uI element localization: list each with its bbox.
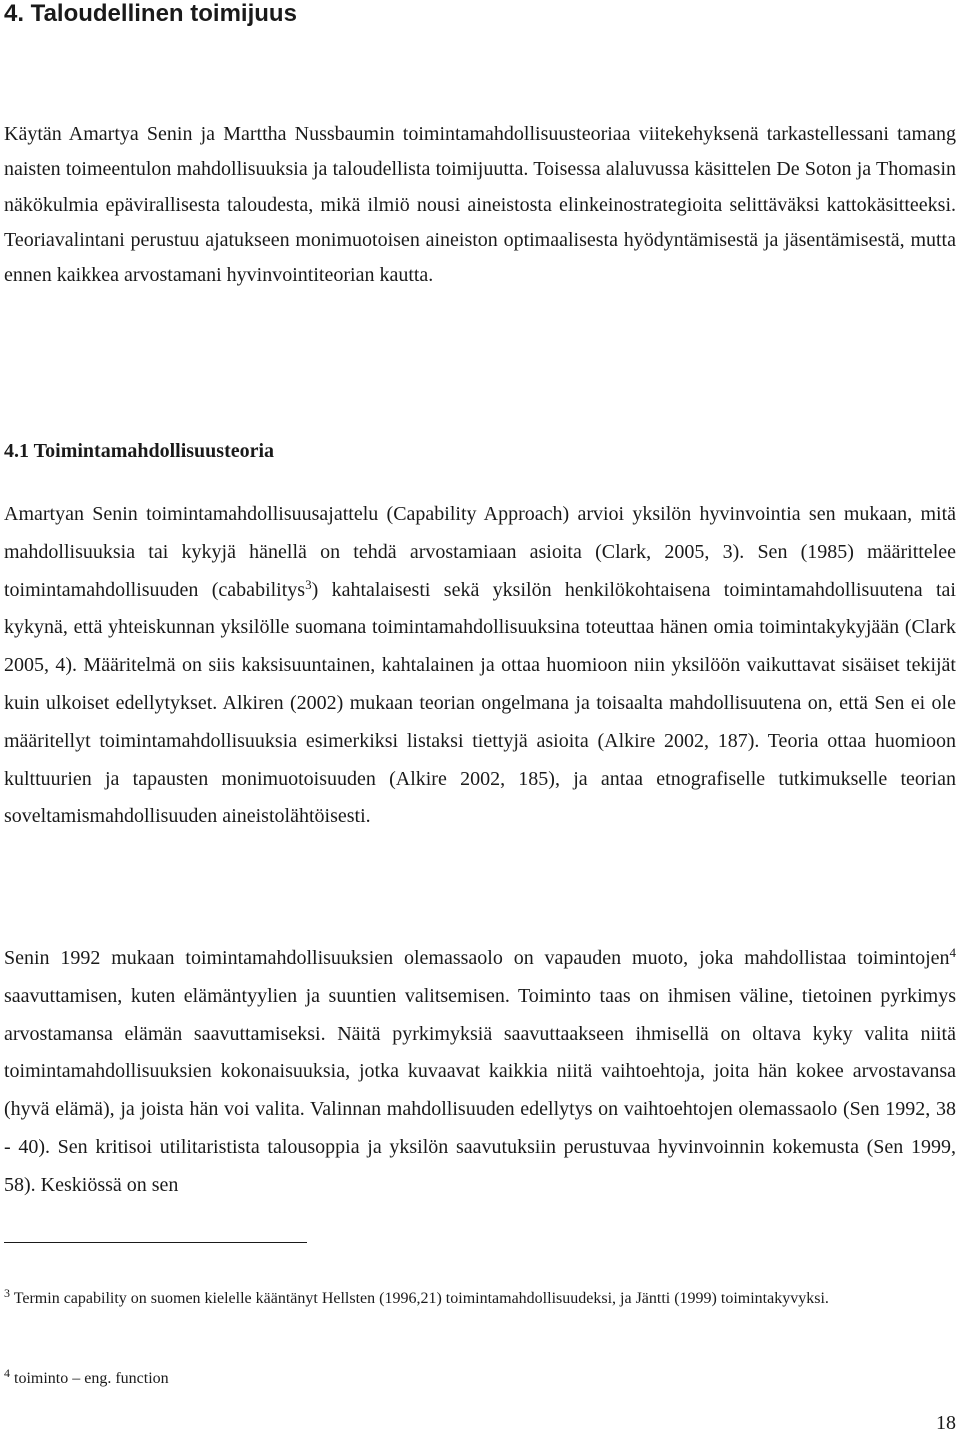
document-page — [4, 0, 956, 1440]
footnote-text: toiminto – eng. function — [10, 1370, 169, 1387]
capability-paragraph — [4, 496, 956, 836]
paragraph-text: saavuttamisen, kuten elämäntyylien ja suuntien valitsemisen. Toiminto taas on ihmisen väline, tietoinen pyrkimys arvostamansa elämän saavuttamiseksi. Näitä pyrkimyksiä saavuttaakseen ihmisellä on oltava kyky valita niitä toimintamahdollisuuksien kokonaisuuksia, jotka kuvaavat kaikkia niitä vaihtoehtoja, joita hän kokee arvostavansa (hyvä elämä), ja joista hän voi valita. Valinnan mahdollisuuden edellytys on vaihtoehtojen olemassaolo (Sen 1992, 38 - 40). Sen kritisoi utilitaristista talousoppia ja yksilön saavutuksiin perustuvaa hyvinvoinnin kokemusta (Sen 1999, 58). Keskiössä on sen — [4, 984, 956, 1196]
chapter-heading: 4. Taloudellinen toimijuus — [4, 0, 297, 27]
footnote-4 — [4, 1368, 956, 1390]
footnote-reference-3: 3 — [305, 576, 312, 592]
footnote-mark: 3 — [4, 1286, 10, 1300]
footnote-divider — [4, 1242, 307, 1243]
paragraph-text: Senin 1992 mukaan toimintamahdollisuuksien olemassaolo on vapauden muoto, joka mahdollistaa toimintojen — [4, 947, 950, 969]
paragraph-text: ) kahtalaisesti sekä yksilön henkilökohtaisena toimintamahdollisuutena tai kykynä, että yhteiskunnan yksilölle suomana toimintamahdollisuuksina toteuttaa hänen omia toimintakykyjään (Clark 2005, 4). Määritelmä on siis kaksisuuntainen, kahtalainen ja ottaa huomioon niin yksilöön vaikuttavat sisäiset tekijät kuin ulkoiset edellytykset. Alkiren (2002) mukaan teorian ongelmana ja toisaalta mahdollisuutena on, että Sen ei ole määritellyt toimintamahdollisuuksia esimerkiksi listaksi tiettyjä asioita (Alkire 2002, 187). Teoria ottaa huomioon kulttuurien ja tapausten monimuotoisuuden (Alkire 2002, 185), ja antaa etnografiselle tutkimukselle teorian soveltamismahdollisuuden aineistolähtöisesti. — [4, 578, 956, 828]
section-heading: 4.1 Toimintamahdollisuusteoria — [4, 440, 275, 462]
footnote-mark: 4 — [4, 1366, 10, 1380]
footnote-3 — [4, 1284, 956, 1314]
paragraph-text: Amartyan Senin toimintamahdollisuusajattelu (Capability Approach) arvioi yksilön hyvinvointia sen mukaan, mitä mahdollisuuksia tai kykyjä hänellä on tehdä arvostamiaan asioita (Clark, 2005, 3). Sen (1985) määrittelee toimintamahdollisuuden (cababilitys — [4, 503, 956, 601]
intro-paragraph: Käytän Amartya Senin ja Marttha Nussbaumin toimintamahdollisuusteoriaa viitekehyksenä tarkastellessani tamang naisten toimeentulon mahdollisuuksia ja taloudellista toimijuutta. Toisessa alaluvussa käsittelen De Soton ja Thomasin näkökulmia epävirallisesta taloudesta, mikä ilmiö nousi aineistosta elinkeinostrategioita selittäväksi kattokäsitteeksi. Teoriavalintani perustuu ajatukseen monimuotoisen aineiston optimaalisesta hyödyntämisestä ja jäsentämisestä, mutta ennen kaikkea arvostamani hyvinvointiteorian kautta. — [4, 123, 956, 287]
freedom-paragraph — [4, 940, 956, 1205]
page-number: 18 — [936, 1412, 956, 1434]
footnote-reference-4: 4 — [949, 945, 956, 960]
footnote-text: Termin capability on suomen kielelle kääntänyt Hellsten (1996,21) toimintamahdollisuudeksi, ja Jäntti (1999) toimintakyvyksi. — [10, 1290, 829, 1307]
